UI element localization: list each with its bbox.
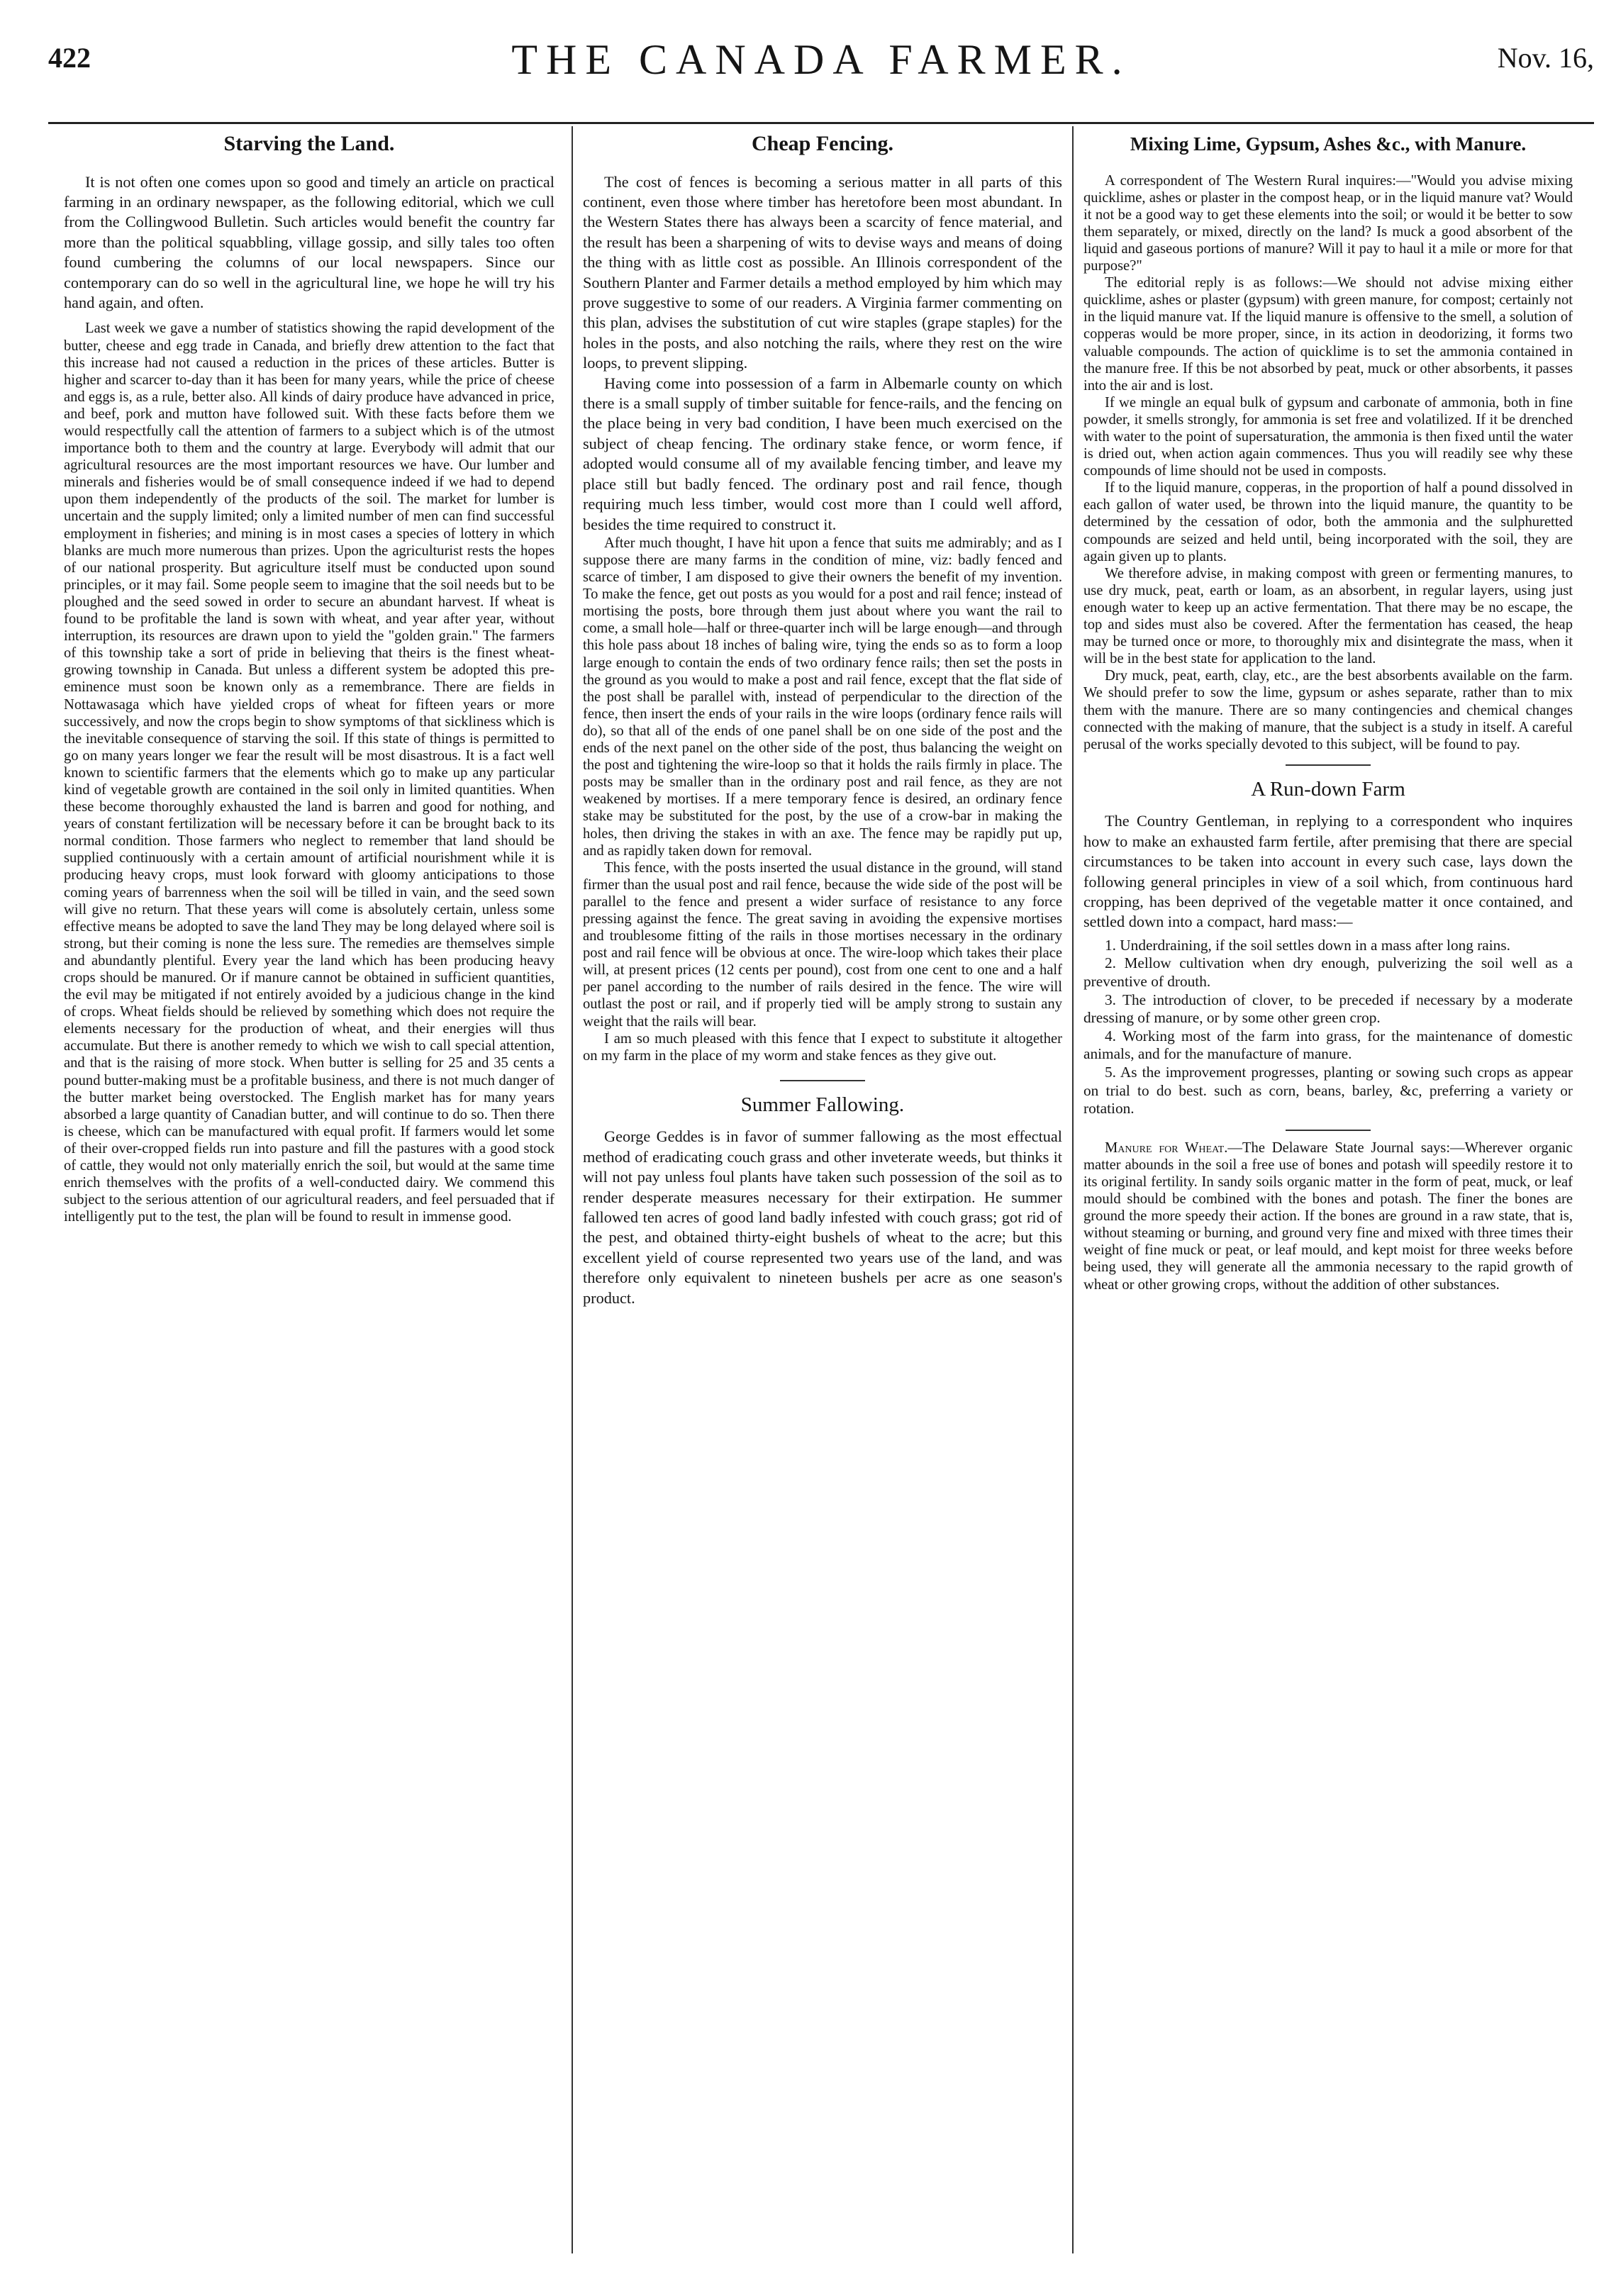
section-divider bbox=[1286, 1130, 1371, 1131]
list-item: 3. The introduction of clover, to be preceded if necessary by a moderate dressing of manure, or by some other green crop. bbox=[1083, 991, 1573, 1027]
section-divider bbox=[1286, 764, 1371, 766]
article-paragraph: A correspondent of The Western Rural inquires:—"Would you advise mixing quicklime, ashes or plaster in the compost heap, or in the liquid manure vat? Would it not be a good way to get these elements into the soil; or would it be better to sow them separately, or mixed, directly on the land? Is muck a good absorbent of the liquid and gaseous portions of manure? Will it pay to haul it a mile or more for that purpose?" bbox=[1083, 172, 1573, 274]
article-paragraph: If we mingle an equal bulk of gypsum and carbonate of ammonia, both in fine powder, it smells strongly, for ammonia is set free and volatilized. If it be drenched with water to the point of supersaturation, the ammonia is then fixed until the water is dried out, when action again commences. Thus you will readily see why these compounds of lime should not be used in composts. bbox=[1083, 394, 1573, 479]
article-title-run-down-farm: A Run-down Farm bbox=[1251, 777, 1405, 801]
article-title-summer-fallowing: Summer Fallowing. bbox=[740, 1093, 905, 1116]
article-paragraph: The editorial reply is as follows:—We should not advise mixing either quicklime, ashes or plaster (gypsum) with green manure, for compost; certainly not in the liquid manure vat. If the liquid manure is offensive to the smell, a solution of copperas would be more proper, since, in its action in deodorizing, it forms two valuable compounds. The action of quicklime is to set the ammonia contained in the manure free. If this be not absorbed by peat, muck or other absorbents, it passes into the air and is lost. bbox=[1083, 275, 1573, 394]
header-rule bbox=[48, 122, 1594, 124]
column-divider bbox=[572, 126, 573, 2253]
article-paragraph: If to the liquid manure, copperas, in the proportion of half a pound dissolved in each gallon of water used, be thrown into the liquid manure, the quantity to be determined by the cessation of odor, both the ammonia and the sulphuretted compounds are seized and held until, being incorporated with the soil, they are again given up to plants. bbox=[1083, 480, 1573, 564]
list-item: 4. Working most of the farm into grass, for the maintenance of domestic animals, and for the manufacture of manure. bbox=[1083, 1027, 1573, 1063]
column-2 bbox=[583, 132, 1062, 2256]
article-paragraph bbox=[1083, 1139, 1573, 1293]
page-header bbox=[48, 26, 1594, 111]
article-paragraph: Dry muck, peat, earth, clay, etc., are the best absorbents available on the farm. We should prefer to sow the lime, gypsum or ashes separate, rather than to mix them with the manure. There are so many contingencies and chemical changes connected with the making of manure, that the subject is a study in itself. A careful perusal of the works specially devoted to this subject, will be found to pay. bbox=[1083, 668, 1573, 752]
column-divider bbox=[1072, 126, 1074, 2253]
run-in-heading: Manure for Wheat. bbox=[1105, 1139, 1228, 1156]
article-paragraph: After much thought, I have hit upon a fence that suits me admirably; and as I suppose there are many farms in the condition of mine, viz: badly fenced and scarce of timber, I am disposed to give their owners the benefit of my invention. To make the fence, get out posts as you would for a post and rail fence; instead of mortising the posts, bore through them just about where you want the rail to come, a small hole—half or three-quarter inch will be large enough—and through this hole pass about 18 inches of baling wire, tying the ends so as to form a loop large enough to contain the ends of two ordinary fence rails; then set the posts in the ground as you would to make a post and rail fence, except that the flat side of the post shall be parallel with, instead of perpendicular to the direction of the fence, then insert the ends of your rails in the wire loops (ordinary fence rails will do), so that all of the ends of one panel shall be on one side of the post and the ends of the next panel on the other side of the post, thus balancing the weight on the post and tightening the wire-loop so that it holds the rails firmly in place. The posts may be smaller than in the ordinary post and rail fence, as they are not weakened by mortises. If a mere temporary fence is desired, an ordinary fence stake may be substituted for the post, by the use of a crow-bar in making the holes, then driving the stakes in with an axe. The fence may be rapidly put up, and as rapidly taken down for removal. bbox=[583, 535, 1062, 859]
article-paragraph: George Geddes is in favor of summer fallowing as the most effectual method of eradicating couch grass and other inveterate weeds, but thinks it will not pay unless foul plants have taken such possession of the soil as to render desperate measures necessary for their extirpation. He summer fallowed ten acres of good land badly infested with couch grass; got rid of the pest, and obtained thirty-eight bushels of wheat to the acre; but this excellent yield of course represented two years use of the land, and was therefore only equivalent to nineteen bushels per acre as one season's product. bbox=[583, 1127, 1062, 1307]
article-paragraph: This fence, with the posts inserted the usual distance in the ground, will stand firmer than the usual post and rail fence, because the wide side of the post will be parallel to the fence and present a wider surface of resistance to any force pressing against the fence. The great saving in avoiding the expensive mortises and troublesome fitting of the rails in those mortises necessary in the ordinary post and rail fence will be obvious at once. The wire-loop which takes their place will, at present prices (12 cents per pound), cost from one cent to one and a half per panel according to the number of rails desired in the fence. The wire will outlast the post or rail, and if properly tied will be amply strong to sustain any weight that the rails will bear. bbox=[583, 859, 1062, 1030]
article-title-starving-the-land: Starving the Land. bbox=[223, 132, 395, 155]
journal-title: THE CANADA FARMER. bbox=[511, 36, 1131, 83]
article-paragraph: Last week we gave a number of statistics showing the rapid development of the butter, cheese and egg trade in Canada, and briefly drew attention to the fact that this increase had not caused a reduction in the prices of these articles. Butter is higher and scarcer to-day than it has been for many years, while the price of cheese and eggs is, as a rule, better also. All kinds of dairy produce have advanced in price, and beef, pork and mutton have followed suit. With these facts before them we would respectfully call the attention of farmers to a subject which is of the utmost importance both to them and the country at large. Everybody will admit that our agricultural resources are the most important resources we have. Our lumber and minerals and fisheries would be of small consequence indeed if we had to depend upon them independently of the products of the soil. The market for lumber is uncertain and the supply limited; only a limited number of men can find successful employment in fisheries; and mining is in most cases a species of lottery in which blanks are much more numerous than prizes. Upon the agriculturist rests the hopes of our national prosperity. But agriculture itself must be conducted upon sound principles, or it may fail. Some people seem to imagine that the soil needs but to be ploughed and the seed sowed in order to secure an abundant harvest. If wheat is found to be profitable the land is sown with wheat, and year after year, without interruption, its resources are drawn upon to yield the "golden grain." The farmers of this township take a sort of pride in believing that theirs is the finest wheat-growing township in Canada. But unless a different system be adopted this pre-eminence must soon be known only as a remembrance. There are fields in Nottawasaga which have yielded crops of wheat for fifteen years or more successively, and now the crops begin to show symptoms of that sickliness which is the inevitable consequence of starving the soil. If this state of things is permitted to go on many years longer we fear the result will be most disastrous. It is a fact well known to scientific farmers that the elements which go to make up any particular kind of vegetable growth are contained in the soil only in limited quantities. When these become thoroughly exhausted the land is barren and good for nothing, and years of constant fertilization will be necessary before it can be brought back to its normal condition. Those farmers who neglect to remember that land should be supplied continuously with a certain amount of artificial nourishment while it is producing heavy crops, must look forward with gloomy anticipations to those coming years of barrenness when the soil will be tilled in vain, and the seed sown will give no return. That these years will come is absolutely certain, unless some effective means be adopted to save the land They may be long delayed where soil is strong, but their coming is none the less sure. The remedies are themselves simple and abundantly plentiful. Every year the land which has been producing heavy crops should be manured. Or if manure cannot be obtained in sufficient quantities, the evil may be mitigated if not entirely avoided by a judicious change in the kind of crops. Wheat fields should be relieved by something which does not require the elements necessary for the production of wheat, and their energies will thus accumulate. But there is another remedy to which we wish to call special attention, and that is the raising of more stock. When butter is selling for 25 and 35 cents a pound butter-making must be a profitable business, and there is not much danger of the butter market being overstocked. The English market has for many years absorbed a large quantity of Canadian butter, and will continue to do so. Then there is cheese, which can be manufactured with equal profit. If farmers would let some of their over-cropped fields run into pasture and fill the pastures with a good stock of cattle, they would not only materially enrich the soil, but would at the same time enrich themselves with the profits of a well-conducted dairy. We commend this subject to the serious attention of our agricultural readers, and feel persuaded that if intelligently put to the test, the plan will be found to result in immense good. bbox=[64, 321, 555, 1225]
list-item: 5. As the improvement progresses, planting or sowing such crops as appear on trial to do best. such as corn, beans, barley, &c, preferring a variety or rotation. bbox=[1083, 1063, 1573, 1118]
section-divider bbox=[780, 1080, 865, 1081]
article-title-cheap-fencing: Cheap Fencing. bbox=[751, 132, 893, 155]
article-paragraph: We therefore advise, in making compost with green or fermenting manures, to use dry muck, peat, earth or loam, as an absorbent, in regular layers, using just enough water to keep up an active fermentation. That there may be no escape, the top and sides must also be covered. After the fermentation has ceased, the heap may be turned once or more, to thoroughly mix and disintegrate the mass, when it will be in the best state for application to the land. bbox=[1083, 565, 1573, 667]
page-number: 422 bbox=[48, 42, 91, 74]
article-paragraph: It is not often one comes upon so good and timely an article on practical farming in an ordinary newspaper, as the following editorial, which we cull from the Collingwood Bulletin. Such articles would benefit the country far more than the political squabbling, village gossip, and silly tales too often found cumbering the columns of our local newspapers. Since our contemporary can do so well in the agricultural line, we hope he will try his hand again, and often. bbox=[64, 172, 555, 312]
column-3 bbox=[1083, 132, 1573, 2256]
issue-date: Nov. 16, bbox=[1497, 42, 1594, 74]
list-item: 2. Mellow cultivation when dry enough, pulverizing the soil well as a preventive of drouth. bbox=[1083, 954, 1573, 990]
article-paragraph: Having come into possession of a farm in Albemarle county on which there is a small supply of timber suitable for fence-rails, and the fencing on the place being in very bad condition, I have been much exercised on the subject of cheap fencing. The ordinary stake fence, or worm fence, if adopted would consume all of my available fencing timber, and leave my place still but badly fenced. The ordinary post and rail fence, though requiring much less timber, would cost more than I could well afford, besides the time required to construct it. bbox=[583, 374, 1062, 533]
article-intro: The Country Gentleman, in replying to a correspondent who inquires how to make an exhausted farm fertile, after premising that there are special circumstances to be taken into account in every such case, lays down the following general principles in view of a soil which, from continuous hard cropping, has been deprived of the vegetable matter it once contained, and settled down into a compact, hard mass:— bbox=[1083, 812, 1573, 931]
principles-list bbox=[1083, 937, 1573, 1118]
run-in-text: —The Delaware State Journal says:—Wherever organic matter abounds in the soil a free use of bones and potash will speedily restore it to its original fertility. In sandy soils organic matter in the form of peat, muck, or leaf mould should be combined with the bones and potash. The finer the bones are ground the more speedy their action. If the bones are ground in a raw state, that is, without steaming or burning, and ground very fine and mixed with three times their weight of fine muck or peat, or leaf mould, and kept moist for three weeks before being used, they will generate all the ammonia necessary to the rapid growth of wheat or other growing crops, without the addition of other substances. bbox=[1083, 1139, 1573, 1293]
article-paragraph: The cost of fences is becoming a serious matter in all parts of this continent, even those where timber has heretofore been most abundant. In the Western States there has always been a scarcity of fence material, and the result has been a sharpening of wits to devise ways and means of doing the thing with as little cost as possible. An Illinois correspondent of the Southern Planter and Farmer details a method employed by him which may prove suggestive to some of our readers. A Virginia farmer commenting on this plan, advises the substitution of cut wire staples (grape staples) for the holes in the posts, and also notching the rails, where they rest on the wire loops, to prevent slipping. bbox=[583, 172, 1062, 372]
list-item: 1. Underdraining, if the soil settles down in a mass after long rains. bbox=[1105, 936, 1510, 954]
article-paragraph: I am so much pleased with this fence that I expect to substitute it altogether on my farm in the place of my worm and stake fences as they give out. bbox=[583, 1030, 1062, 1064]
column-1 bbox=[64, 132, 555, 2256]
article-title-mixing-lime: Mixing Lime, Gypsum, Ashes &c., with Manure. bbox=[1130, 133, 1527, 155]
